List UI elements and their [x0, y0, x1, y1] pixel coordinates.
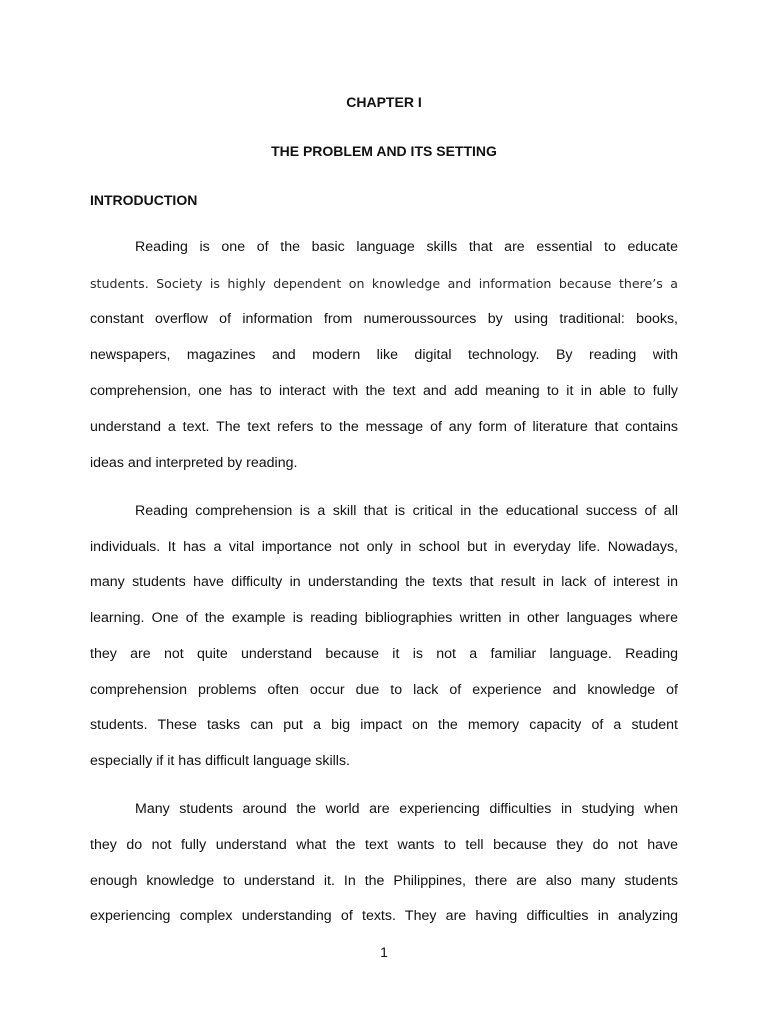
paragraph-line: Reading is one of the basic language skills that are essential to educate: [135, 239, 678, 255]
paragraph-line: understand a text. The text refers to the message of any form of literature that contains: [90, 419, 678, 435]
chapter-title: CHAPTER I: [346, 94, 422, 110]
section-title: THE PROBLEM AND ITS SETTING: [271, 143, 497, 159]
paragraph-line: comprehension, one has to interact with the text and add meaning to it in able to fully: [90, 383, 678, 399]
paragraph-line: Reading comprehension is a skill that is critical in the educational success of all: [135, 503, 678, 519]
paragraph-line: learning. One of the example is reading bibliographies written in other languages where: [90, 610, 678, 626]
paragraph-line: students. Society is highly dependent on knowledge and information because there’s a: [90, 276, 678, 291]
paragraph-line: they do not fully understand what the text wants to tell because they do not have: [90, 837, 678, 853]
paragraph-line: enough knowledge to understand it. In the Philippines, there are also many students: [90, 873, 678, 889]
paragraph-line: ideas and interpreted by reading.: [90, 455, 298, 471]
section-heading: INTRODUCTION: [90, 192, 198, 208]
paragraph-line: they are not quite understand because it is not a familiar language. Reading: [90, 646, 678, 662]
paragraph-line: Many students around the world are experiencing difficulties in studying when: [135, 801, 678, 817]
paragraph-line: constant overflow of information from numeroussources by using traditional: books,: [90, 311, 678, 327]
paragraph-line: students. These tasks can put a big impact on the memory capacity of a student: [90, 717, 678, 733]
page-number: 1: [380, 944, 388, 960]
paragraph-line: comprehension problems often occur due to lack of experience and knowledge of: [90, 682, 678, 698]
paragraph-line: individuals. It has a vital importance not only in school but in everyday life. Nowadays,: [90, 539, 678, 555]
paragraph-line: experiencing complex understanding of texts. They are having difficulties in analyzing: [90, 908, 678, 924]
paragraph-line: newspapers, magazines and modern like digital technology. By reading with: [90, 347, 678, 363]
paragraph-line: especially if it has difficult language skills.: [90, 753, 350, 769]
paragraph-line: many students have difficulty in understanding the texts that result in lack of interest in: [90, 574, 678, 590]
